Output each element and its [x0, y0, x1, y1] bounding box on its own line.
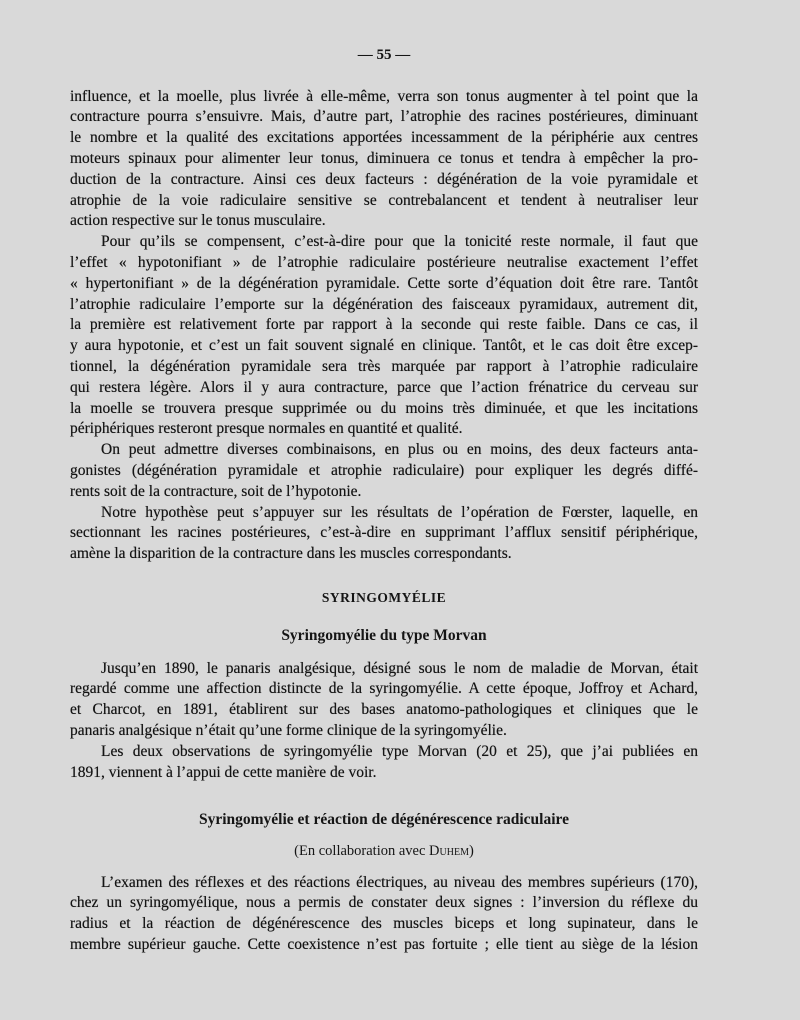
- text-line: gonistes (dégénération pyramidale et atrophie radiculaire) pour expliquer les degrés diffé-: [70, 461, 698, 479]
- subsection-heading: Syringomyélie et réaction de dégénérescence radiculaire: [198, 811, 570, 828]
- paragraph: [70, 873, 698, 956]
- text-line: Jusqu’en 1890, le panaris analgésique, désigné sous le nom de maladie de Morvan, était: [101, 659, 698, 677]
- collaboration-note: [70, 841, 698, 861]
- collaboration-suffix: ): [468, 843, 474, 859]
- paragraph: [70, 87, 698, 233]
- text-line: et Charcot, en 1891, établirent sur des bases anatomo-pathologiques et cliniques que le: [70, 701, 698, 719]
- text-line: Notre hypothèse peut s’appuyer sur les résultats de l’opération de Fœrster, laquelle, en: [101, 503, 698, 521]
- text-line: radius et la réaction de dégénérescence des muscles biceps et long supinateur, dans le: [70, 915, 698, 933]
- text-line: influence, et la moelle, plus livrée à elle-même, verra son tonus augmenter à tel point que la: [70, 87, 698, 105]
- subsection-heading: Syringomyélie du type Morvan: [281, 627, 487, 644]
- body-text: [70, 659, 698, 784]
- text-line: L’examen des réflexes et des réactions électriques, au niveau des membres supérieurs (170),: [101, 873, 698, 891]
- collaborator-name: Duhem: [429, 843, 469, 859]
- text-line: Les deux observations de syringomyélie type Morvan (20 et 25), que j’ai publiées en: [101, 742, 698, 760]
- text-line: Pour qu’ils se compensent, c’est-à-dire pour que la tonicité reste normale, il faut que: [101, 233, 698, 251]
- text-line: l’effet « hypotonifiant » de l’atrophie radiculaire postérieure neutralise exactement l’effet: [70, 253, 698, 271]
- paragraph: [70, 232, 698, 440]
- body-text: [70, 873, 698, 956]
- text-line: atrophie de la voie radiculaire sensitive se contrebalancent et tendent à neutraliser leur: [70, 191, 698, 209]
- text-line: qui restera légère. Alors il y aura contracture, parce que l’action frénatrice du cerveau sur: [70, 378, 698, 396]
- text-line: rents soit de la contracture, soit de l’hypotonie.: [70, 482, 362, 500]
- text-line: 1891, viennent à l’appui de cette manière de voir.: [70, 763, 377, 781]
- text-line: la moelle se trouvera presque supprimée ou du moins très diminuée, et que les incitations: [70, 399, 698, 417]
- text-line: moteurs spinaux pour alimenter leur tonus, diminuera ce tonus et tendra à empêcher la pro-: [70, 149, 698, 167]
- section-heading: SYRINGOMYÉLIE: [321, 590, 447, 605]
- text-line: amène la disparition de la contracture dans les muscles correspondants.: [70, 545, 512, 563]
- text-line: périphériques resteront presque normales en quantité et qualité.: [70, 420, 463, 438]
- text-line: « hypertonifiant » de la dégénération pyramidale. Cette sorte d’équation doit être rare. Tantôt: [70, 274, 698, 292]
- text-line: regardé comme une affection distincte de la syringomyélie. A cette époque, Joffroy et Achard,: [70, 680, 698, 698]
- text-line: duction de la contracture. Ainsi ces deux facteurs : dégénération de la voie pyramidale et: [70, 170, 698, 188]
- body-text: [70, 87, 698, 565]
- text-line: y aura hypotonie, et c’est un fait souvent signalé en clinique. Tantôt, et le cas doit être excep-: [70, 337, 698, 355]
- paragraph: [70, 742, 698, 784]
- text-line: sectionnant les racines postérieures, c’est-à-dire en supprimant l’afflux sensitif périphérique,: [70, 524, 698, 542]
- text-line: membre supérieur gauche. Cette coexistence n’est pas fortuite ; elle tient au siège de la lésion: [70, 935, 698, 953]
- text-line: la première est relativement forte par rapport à la seconde qui reste faible. Dans ce cas, il: [70, 316, 698, 334]
- text-line: le nombre et la qualité des excitations apportées incessamment de la périphérie aux centres: [70, 129, 698, 147]
- text-line: l’atrophie radiculaire l’emporte sur la dégénération des faisceaux pyramidaux, autrement dit,: [70, 295, 698, 313]
- text-line: tionnel, la dégénération pyramidale sera très marquée par rapport à l’atrophie radiculaire: [70, 357, 698, 375]
- paragraph: [70, 659, 698, 742]
- text-line: contracture pourra s’ensuivre. Mais, d’autre part, l’atrophie des racines postérieures, diminuant: [70, 108, 698, 126]
- paragraph: [70, 503, 698, 565]
- page-number: — 55 —: [357, 47, 411, 63]
- paragraph: [70, 440, 698, 502]
- text-line: action respective sur le tonus musculaire.: [70, 212, 326, 230]
- text-line: On peut admettre diverses combinaisons, en plus ou en moins, des deux facteurs anta-: [101, 441, 698, 459]
- text-line: chez un syringomyélique, nous a permis de constater deux signes : l’inversion du réflexe du: [70, 894, 698, 912]
- collaboration-prefix: (En collaboration avec: [294, 843, 430, 859]
- text-line: panaris analgésique n’était qu’une forme clinique de la syringomyélie.: [70, 721, 507, 739]
